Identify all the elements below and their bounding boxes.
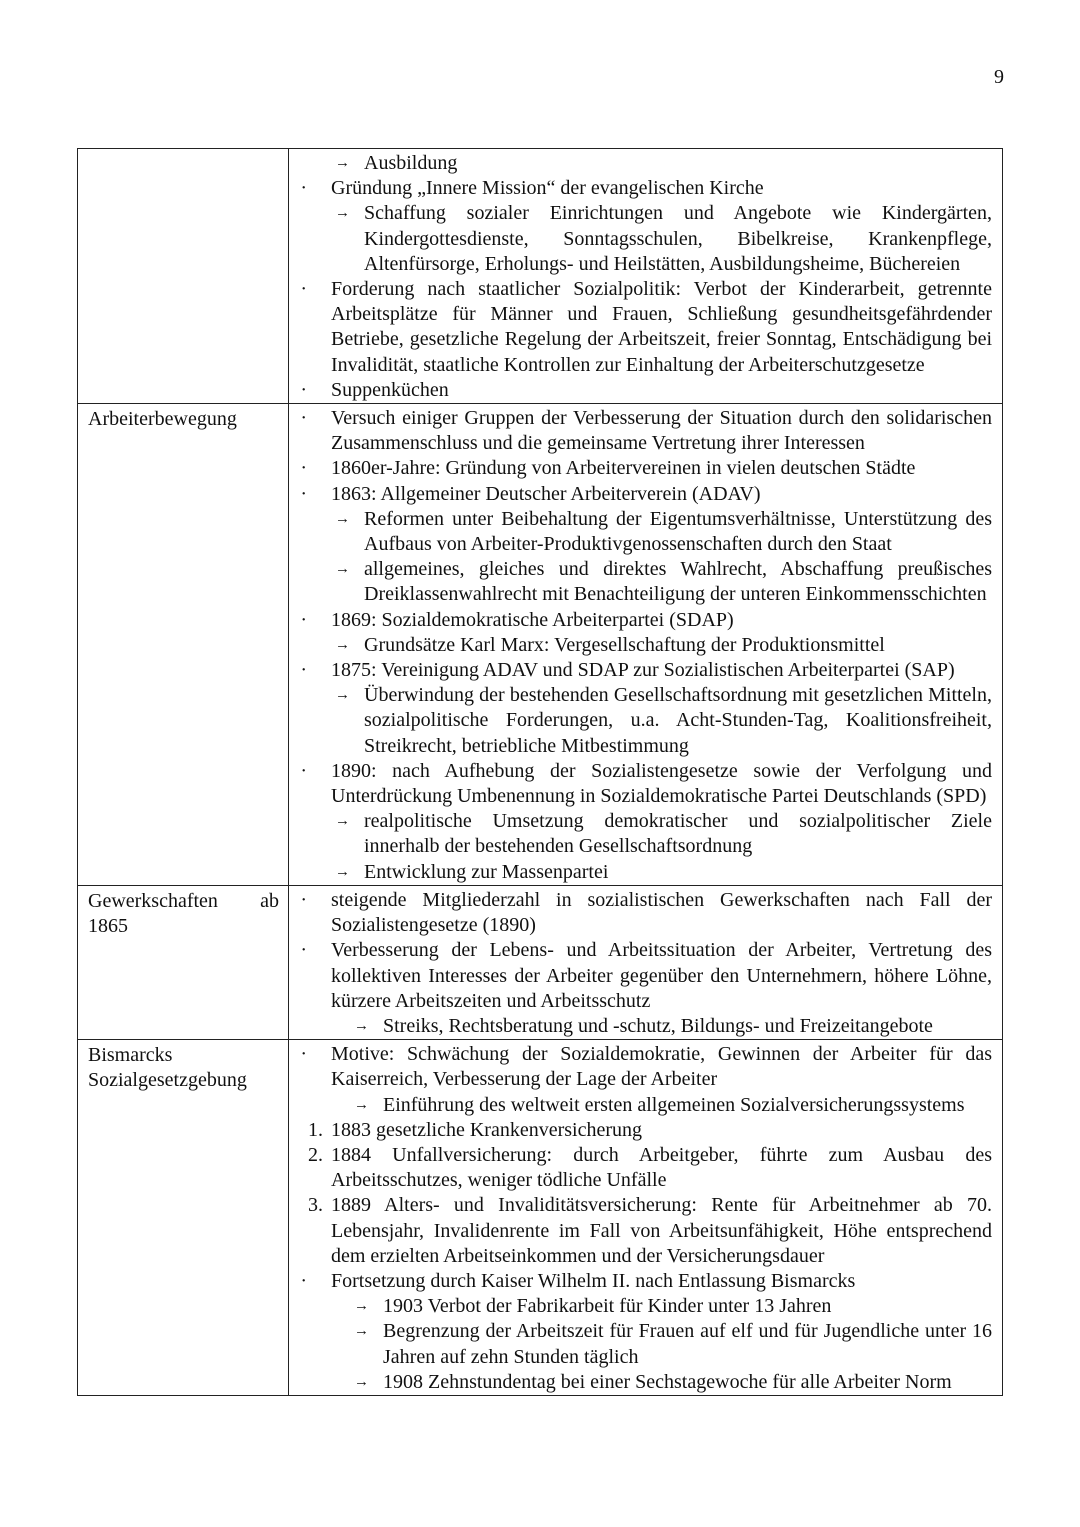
bullet-icon: · [300,482,307,505]
bullet-icon: · [300,1269,307,1292]
bullet-item [289,406,992,456]
arrow-right-icon: → [335,687,350,704]
item-text: Reformen unter Beibehaltung der Eigentumsverhältnisse, Unterstützung des Aufbaus von Arbeiter-Produktivgenossenschaften durch den Staat [364,507,992,556]
item-text: allgemeines, gleiches und direktes Wahlrecht, Abschaffung preußisches Dreiklassenwahlrecht mit Benachteiligung der unteren Einkommensschichten [364,558,992,606]
sub-item [289,507,992,557]
arrow-right-icon: → [335,155,350,171]
sub-item [289,683,992,759]
list-number: 2. [308,1143,323,1166]
bullet-item [289,378,992,403]
bullet-item [289,456,992,481]
arrow-right-icon: → [335,636,350,653]
bullet-icon: · [300,1043,307,1066]
arrow-right-icon: → [354,1323,369,1340]
summary-table [77,148,1003,1396]
item-text: Verbesserung der Lebens- und Arbeitssituation der Arbeiter, Vertretung des kollektiven Interesses der Arbeiter gegenüber den Unternehmern, höhere Löhne, kürzere Arbeitszeiten und Arbeitsschutz [331,939,992,1012]
table-row [78,149,1003,404]
bullet-icon: · [300,278,307,301]
bullet-item [289,658,992,683]
item-text: Versuch einiger Gruppen der Verbesserung der Situation durch den solidarischen Zusammenschluss und die gemeinsame Vertretung ihrer Interessen [331,407,992,455]
bullet-item [289,277,992,378]
item-text: 1860er-Jahre: Gründung von Arbeitervereinen in vielen deutschen Städte [331,457,916,480]
bullet-icon: · [300,407,307,430]
item-text: 1889 Alters- und Invaliditätsversicherung: Rente für Arbeitnehmer ab 70. Lebensjahr, Invalidenrente im Fall von Arbeitsunfähigkeit, Höhe entsprechend dem erzielten Arbeitseinkommen und der Versicherungsdauer [331,1194,992,1267]
arrow-right-icon: → [354,1017,369,1034]
numbered-item [289,1143,992,1193]
item-text: Grundsätze Karl Marx: Vergesellschaftung der Produktionsmittel [364,633,885,656]
bullet-item [289,176,992,201]
item-text: realpolitische Umsetzung demokratischer und sozialpolitischer Ziele innerhalb der bestehenden Gesellschaftsordnung [364,810,992,858]
item-text: 1875: Vereinigung ADAV und SDAP zur Sozialistischen Arbeiterpartei (SAP) [331,659,955,682]
topic-cell [78,885,289,1039]
content-cell [289,1040,1003,1396]
item-text: 1863: Allgemeiner Deutscher Arbeiterverein (ADAV) [331,482,761,505]
item-text: 1890: nach Aufhebung der Sozialistengesetze sowie der Verfolgung und Unterdrückung Umbenennung in Sozialdemokratische Partei Deutschlands (SPD) [331,759,992,808]
item-text: Schaffung sozialer Einrichtungen und Angebote wie Kindergärten, Kindergottesdienste, Sonntagsschulen, Bibelkreise, Krankenpflege, Altenfürsorge, Erholungs- und Heilstätten, Ausbildungsheime, Büchereien [364,202,992,275]
item-text: Streiks, Rechtsberatung und -schutz, Bildungs- und Freizeitangebote [383,1014,933,1037]
sub-item [289,151,992,176]
list-number: 1. [308,1118,323,1141]
topic-cell [78,404,289,886]
sub-item [289,1370,992,1395]
bullet-item [289,1042,992,1092]
bullet-item [289,608,992,633]
table-row [78,1040,1003,1396]
bullet-item [289,759,992,809]
bullet-icon: · [300,659,307,682]
sub-item [289,633,992,658]
item-text: 1883 gesetzliche Krankenversicherung [331,1118,642,1141]
item-text: Motive: Schwächung der Sozialdemokratie, Gewinnen der Arbeiter für das Kaiserreich, Verbesserung der Lage der Arbeiter [331,1043,992,1091]
list-number: 3. [308,1194,323,1217]
topic-label: Bismarcks Sozialgesetzgebung [88,1044,247,1092]
bullet-item [289,1269,992,1294]
sub-item [289,1294,992,1319]
sub-item [289,557,992,607]
bullet-icon: · [300,939,307,962]
arrow-right-icon: → [335,561,350,578]
bullet-icon: · [300,759,307,782]
arrow-right-icon: → [335,813,350,830]
bullet-icon: · [300,457,307,480]
numbered-item [289,1118,992,1143]
page-number: 9 [994,66,1004,88]
item-text: Entwicklung zur Massenpartei [364,860,609,883]
sub-item [289,201,992,277]
table-row [78,404,1003,886]
topic-label: Gewerkschaften ab 1865 [88,889,279,938]
topic-label: Arbeiterbewegung [88,408,237,431]
item-text: steigende Mitgliederzahl in sozialistischen Gewerkschaften nach Fall der Sozialistengesetze (1890) [331,888,992,937]
topic-cell [78,149,289,404]
content-cell [289,885,1003,1039]
sub-item [289,809,992,859]
sub-item [289,1319,992,1369]
arrow-right-icon: → [354,1096,369,1113]
bullet-icon: · [300,378,307,401]
topic-cell [78,1040,289,1396]
item-text: Forderung nach staatlicher Sozialpolitik: Verbot der Kinderarbeit, getrennte Arbeitsplätze für Männer und Frauen, Schließung gesundheitsgefährdender Betriebe, gesetzliche Regelung der Arbeitszeit, freier Sonntag, Entschädigung bei Invalidität, staatliche Kontrollen zur Einhaltung der Arbeiterschutzgesetze [331,278,992,376]
bullet-item [289,482,992,507]
bullet-item [289,888,992,938]
arrow-right-icon: → [335,205,350,222]
arrow-right-icon: → [335,863,350,880]
content-cell [289,404,1003,886]
arrow-right-icon: → [354,1298,369,1315]
item-text: 1908 Zehnstundentag bei einer Sechstagewoche für alle Arbeiter Norm [383,1370,952,1393]
item-text: Begrenzung der Arbeitszeit für Frauen auf elf und für Jugendliche unter 16 Jahren auf zehn Stunden täglich [383,1320,992,1368]
content-cell [289,149,1003,404]
arrow-right-icon: → [354,1373,369,1390]
item-text: Fortsetzung durch Kaiser Wilhelm II. nach Entlassung Bismarcks [331,1269,856,1292]
bullet-item [289,938,992,1014]
bullet-icon: · [300,608,307,631]
item-text: 1903 Verbot der Fabrikarbeit für Kinder unter 13 Jahren [383,1295,832,1318]
item-text: Gründung „Innere Mission“ der evangelischen Kirche [331,177,764,200]
bullet-icon: · [300,888,307,911]
item-text: Ausbildung [364,152,458,174]
arrow-right-icon: → [335,510,350,527]
item-text: Einführung des weltweit ersten allgemeinen Sozialversicherungssystems [383,1093,965,1116]
item-text: 1869: Sozialdemokratische Arbeiterpartei (SDAP) [331,608,734,631]
item-text: Suppenküchen [331,378,449,401]
numbered-item [289,1193,992,1269]
sub-item [289,1093,992,1118]
table-body [78,149,1003,1396]
table-row [78,885,1003,1039]
item-text: Überwindung der bestehenden Gesellschaftsordnung mit gesetzlichen Mitteln, sozialpolitische Forderungen, u.a. Acht-Stunden-Tag, Koalitionsfreiheit, Streikrecht, betriebliche Mitbestimmung [364,684,992,757]
bullet-icon: · [300,177,307,200]
sub-item [289,860,992,885]
item-text: 1884 Unfallversicherung: durch Arbeitgeber, führte zum Ausbau des Arbeitsschutzes, weniger tödliche Unfälle [331,1143,992,1192]
sub-item [289,1014,992,1039]
